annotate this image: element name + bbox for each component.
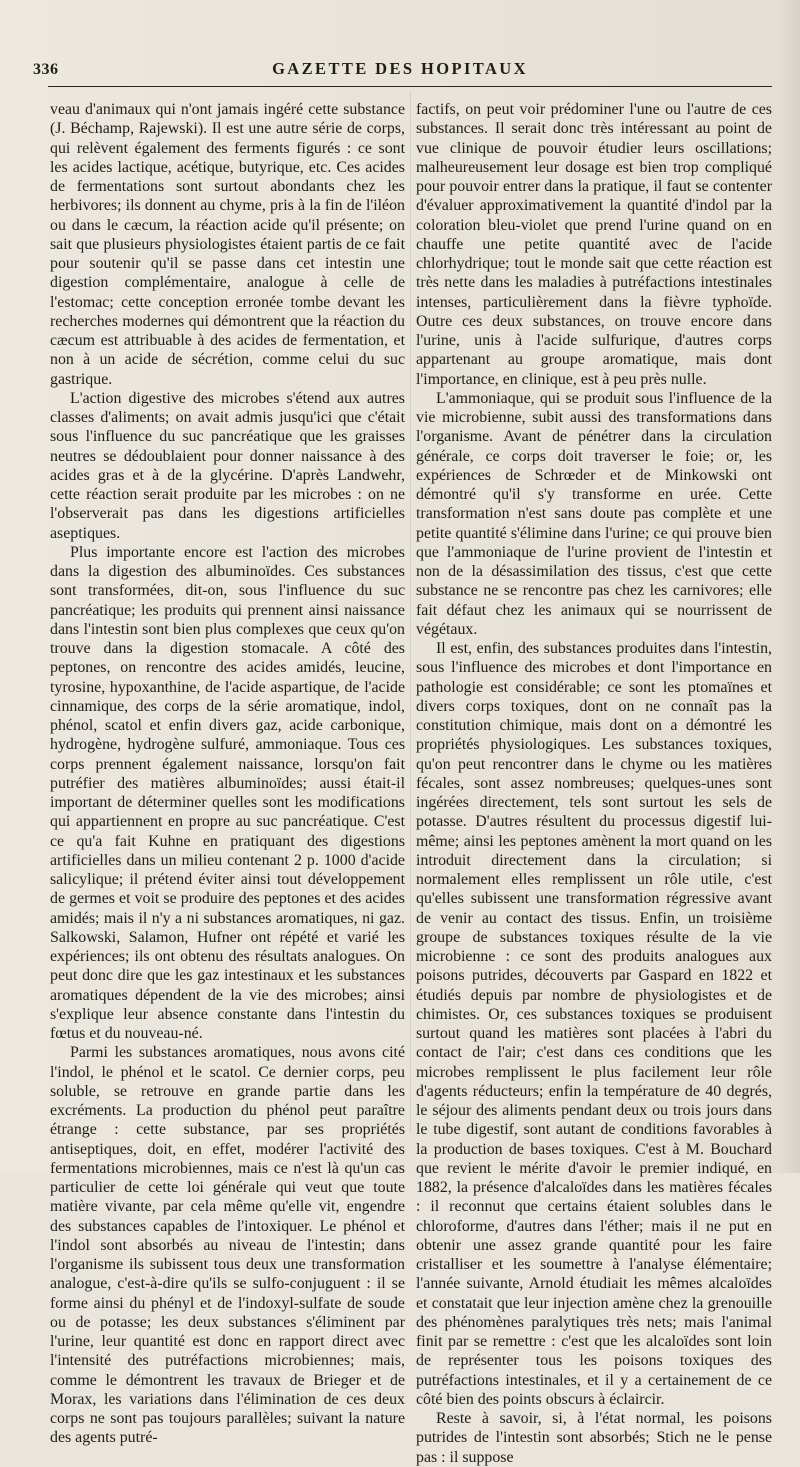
left-paragraph-3: Plus importante encore est l'action des microbes dans la digestion des albuminoïdes. Ces substances sont transformées, dit-on, sous l'influence du suc pancréatique; les produits qui prennent ainsi naissance dans l'intestin sont bien plus complexes que ceux qu'on trouve dans la digestion stomacale. A côté des peptones, on rencontre des acides amidés, leucine, tyrosine, hypoxanthine, de l'acide aspartique, de l'acide cinnamique, des corps de la série aromatique, indol, phénol, scatol et enfin divers gaz, acide carbonique, hydrogène, hydrogène sulfuré, ammoniaque. Tous ces corps prennent également naissance, lorsqu'on fait putréfier des matières albuminoïdes; aussi était-il important de déterminer quelles sont les modifications qui appartiennent en propre au suc pancréatique. C'est ce qu'a fait Kuhne en pratiquant des digestions artificielles dans un milieu contenant 2 p. 1000 d'acide salicylique; il prétend éviter ainsi tout développement de germes et voit se produire des peptones et des acides amidés; mais il n'y a ni substances aromatiques, ni gaz. Salkowski, Salamon, Hufner ont répété et varié les expériences; ils ont obtenu des résultats analogues. On peut donc dire que les gaz intestinaux et les substances aromatiques dépendent de la vie des microbes; ainsi s'explique leur absence constante dans l'intestin du fœtus et du nouveau-né. (50, 543, 405, 1042)
left-column (50, 100, 405, 1447)
right-paragraph-4: Reste à savoir, si, à l'état normal, les poisons putrides de l'intestin sont absorbés; Stich ne le pense pas : il suppose (416, 1410, 772, 1466)
right-paragraph-3: Il est, enfin, des substances produites dans l'intestin, sous l'influence des microbes et dont l'importance en pathologie est considérable; ce sont les ptomaïnes et divers corps toxiques, dont on ne connaît pas la constitution chimique, mais dont on a démontré les propriétés physiologiques. Les substances toxiques, qu'on peut rencontrer dans le chyme ou les matières fécales, sont assez nombreuses; quelques-unes sont ingérées directement, tels sont surtout les sels de potasse. D'autres résultent du processus digestif lui-même; ainsi les peptones amènent la mort quand on les introduit directement dans la circulation; si normalement elles remplissent un rôle utile, c'est qu'elles subissent une transformation régressive avant de venir au contact des tissus. Enfin, un troisième groupe de substances toxiques résulte de la vie microbienne : ce sont des produits analogues aux poisons putrides, découverts par Gaspard en 1822 et étudiés depuis par nombre de physiologistes et de chimistes. Or, ces substances toxiques se produisent surtout quand les matières sont placées à l'abri du contact de l'air; c'est dans ces conditions que les microbes remplissent le plus facilement leur rôle d'agents réducteurs; enfin la température de 40 degrés, le séjour des aliments pendant deux ou trois jours dans le tube digestif, sont autant de conditions favorables à la production de bases toxiques. C'est à M. Bouchard que revient le mérite d'avoir le premier indiqué, en 1882, la présence d'alcaloïdes dans les matières fécales : il reconnut que certains étaient solubles dans le chloroforme, d'autres dans l'éther; mais il ne put en obtenir une assez grande quantité pour les faire cristalliser et les soumettre à l'analyse élémentaire; l'année suivante, Arnold étudiait les mêmes alcaloïdes et constatait que leur injection amène chez la grenouille des phénomènes paralytiques très nets; mais l'animal finit par se remettre : c'est que les alcaloïdes sont loin de représenter tous les poisons toxiques des putréfactions intestinales, et il y a certainement de ce côté bien des points obscurs à éclaircir. (416, 640, 772, 1408)
page-number: 336 (33, 61, 59, 78)
right-paragraph-2: L'ammoniaque, qui se produit sous l'influence de la vie microbienne, subit aussi des transformations dans l'organisme. Avant de pénétrer dans la circulation générale, ce corps doit traverser le foie; or, les expériences de Schrœder et de Minkowski ont démontré qu'il s'y transforme en urée. Cette transformation n'est sans doute pas complète et une petite quantité s'élimine dans l'urine; ce qui prouve bien que l'ammoniaque de l'urine provient de l'intestin et non de la désassimilation des tissus, c'est que cette substance ne se rencontre pas chez les carnivores; elle fait défaut chez les animaux qui se nourrissent de végétaux. (416, 389, 772, 638)
right-paragraph-1: factifs, on peut voir prédominer l'une ou l'autre de ces substances. Il serait donc très intéressant au point de vue clinique de pouvoir étudier leurs oscillations; malheureusement leur dosage est bien trop compliqué pour pouvoir entrer dans la pratique, il faut se contenter d'évaluer approximativement la quantité d'indol par la coloration bleu-violet que prend l'urine quand on en chauffe une petite quantité avec de l'acide chlorhydrique; tout le monde sait que cette réaction est très nette dans les maladies à putréfactions intestinales intenses, particulièrement dans la fièvre typhoïde. Outre ces deux substances, on trouve encore dans l'urine, unis à l'acide sulfurique, d'autres corps appartenant au groupe aromatique, mais dont l'importance, en clinique, est à peu près nulle. (416, 101, 772, 388)
header-rule (48, 86, 772, 87)
right-column (416, 100, 772, 1466)
column-gutter (410, 92, 411, 1132)
left-paragraph-1: veau d'animaux qui n'ont jamais ingéré cette substance (J. Béchamp, Rajewski). Il est une autre série de corps, qui relèvent également des ferments figurés : ce sont les acides lactique, acétique, butyrique, etc. Ces acides de fermentations sont surtout abondants chez les herbivores; ils donnent au chyme, pris à la fin de l'iléon ou dans le cæcum, la réaction acide qu'il présente; on sait que plusieurs physiologistes étaient partis de ce fait pour soutenir qu'il se passe dans cet intestin une digestion complémentaire, analogue à celle de l'estomac; cette conception erronée tombe devant les recherches modernes qui démontrent que la réaction du cæcum est attribuable à des acides de fermentation, et non à un acide de sécrétion, comme celui du suc gastrique. (50, 101, 405, 388)
running-title: GAZETTE DES HOPITAUX (272, 59, 528, 78)
page-edge-shadow (778, 0, 800, 1173)
left-paragraph-4: Parmi les substances aromatiques, nous avons cité l'indol, le phénol et le scatol. Ce dernier corps, peu soluble, se retrouve en grande partie dans les excréments. La production du phénol peut paraître étrange : cette substance, par ses propriétés antiseptiques, doit, en effet, modérer l'activité des fermentations microbiennes, mais ce n'est là qu'un cas particulier de cette loi générale qui veut que toute matière vivante, par cela même qu'elle vit, engendre des substances capables de l'intoxiquer. Le phénol et l'indol sont absorbés au niveau de l'intestin; dans l'organisme ils subissent tous deux une transformation analogue, c'est-à-dire qu'ils se sulfo-conjuguent : il se forme ainsi du phényl et de l'indoxyl-sulfate de soude ou de potasse; les deux substances s'éliminent par l'urine, leur quantité est donc en rapport direct avec l'intensité des putréfactions microbiennes; mais, comme le démontrent les travaux de Brieger et de Morax, les variations dans l'élimination de ces deux corps ne sont pas toujours parallèles; suivant la nature des agents putré- (50, 1044, 405, 1447)
left-paragraph-2: L'action digestive des microbes s'étend aux autres classes d'aliments; on avait admis jusqu'ici que c'était sous l'influence du suc pancréatique que les graisses neutres se dédoublaient pour donner naissance à des acides gras et à de la glycérine. D'après Landwehr, cette réaction serait produite par les microbes : on ne l'observerait pas dans les digestions artificielles aseptiques. (50, 389, 405, 542)
